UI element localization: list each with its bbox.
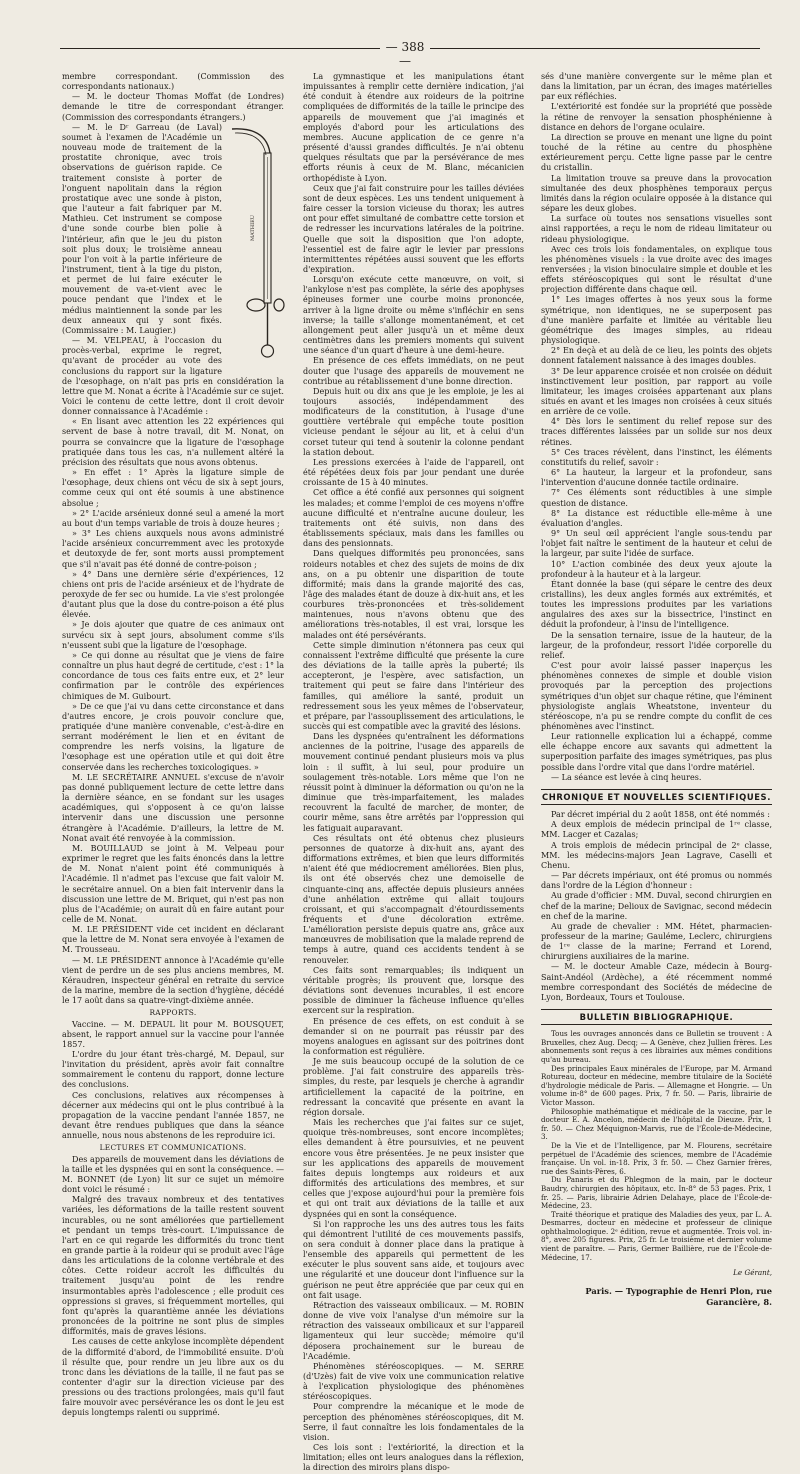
paragraph: Ceux que j'ai fait construire pour les tailles déviées sont de deux espèces. Les uns tendent uniquement à faire cesser la torsion vicieuse du thorax; les autres ont pour effet simultané de combattre cette torsion et de redresser les incurvations latérales de la poitrine. Quelle que soit la disposition que l'on adopte, l'essentiel est de faire agir le levier par pressions intermittentes répétées aussi souvent que les efforts d'expiration.	[303, 183, 524, 274]
paragraph: Pour comprendre la mécanique et le mode de perception des phénomènes stéréoscopiques, dit M. Serre, il faut connaître les lois fondamentales de la vision.	[303, 1402, 524, 1442]
paragraph: — M. LE PRÉSIDENT annonce à l'Académie qu'elle vient de perdre un de ses plus anciens membres, M. Kéraudren, inspecteur général en retraite du service de la marine, membre de la section d'hygiène, décédé le 17 août dans sa quatre-vingt-dixième année.	[62, 955, 284, 1006]
paragraph: — La séance est levée à cinq heures.	[551, 772, 702, 782]
paragraph: — M. le Dʳ Garreau (de Laval) soumet à l'examen de l'Académie un nouveau mode de traitement de la prostatite chronique, avec trois observations de guérison rapide. Ce traitement consiste à porter de l'onguent napolitain dans la région prostatique avec une sonde à piston, que l'auteur a fait fabriquer par M. Mathieu. Cet instrument se compose d'une sonde courbe bien polie à l'intérieur, afin que le jeu du piston soit plus doux; le troisième anneau pour l'on voit à la partie inférieure de l'instrument, tient à la tige du piston, et permet de lui faire exécuter le mouvement de va-et-vient avec le pouce pendant que l'index et le médius maintiennent la sonde par les deux anneaux qui y sont fixés. (Commissaire : M. Laugier.)	[62, 122, 222, 335]
paragraph: » 2° L'acide arsénieux donné seul a amené la mort au bout d'un temps variable de trois à douze heures ;	[62, 508, 284, 528]
bibliography-entry: Philosophie mathématique et médicale de la vaccine, par le docteur E. A. Ancelon, médecin de l'hôpital de Dieuze. Prix, 1 fr. 50. — Chez Méquignon-Marvis, rue de l'École-de-Médecine, 3.	[541, 1106, 772, 1142]
paragraph: Lorsqu'on exécute cette manœuvre, on voit, si l'ankylose n'est pas complète, la série des apophyses épineuses former une courbe moins prononcée, arriver à la ligne droite ou même s'infléchir en sens inverse; la taille s'allonge momentanément, et cet allongement peut aller jusqu'à un et même deux centimètres dans les premiers moments qui suivent une séance d'un quart d'heure à une demi-heure.	[303, 275, 524, 356]
paragraph: En présence de ces effets, on est conduit à se demander si on ne pourrait pas réussir par des moyens analogues en agissant sur des poitrines dont la conformation est régulière.	[303, 1016, 524, 1056]
paragraph: 3° De leur apparence croisée et non croisée on déduit instinctivement leur position, par rapport au voile limitateur, les images croisées appartenant aux plans situés en avant et les images non croisées à ceux situés en arrière de ce voile.	[541, 366, 772, 417]
paragraph: » 4° Dans une dernière série d'expériences, 12 chiens ont pris de l'acide arsénieux et de l'hydrate de peroxyde de fer sec ou humide. La vie s'est prolongée d'autant plus que la dose du contre-poison a été plus élevée.	[62, 569, 284, 620]
paragraph: Mais les recherches que j'ai faites sur ce sujet, quoique très-nombreuses, sont encore incomplètes; elles demandent à être poursuivies, et ne peuvent encore vous être présentées. Je ne peux insister que sur les applications des appareils de mouvement faites depuis longtemps aux roideurs et aux difformités des articulations des membres, et sur celles que j'expose aujourd'hui pour la première fois et qui ont trait aux déviations de la taille et aux dyspnées qui en sont la conséquence.	[303, 1118, 524, 1219]
header-rule-right	[430, 48, 760, 49]
paragraph: Ces lois sont : l'extériorité, la direction et la limitation; elles ont leurs analogues dans la réflexion, la direction des miroirs plans dispo-	[303, 1443, 524, 1473]
paragraph: Au grade d'officier : MM. Duval, second chirurgien en chef de la marine; Delioux de Savignac, second médecin en chef de la marine.	[541, 891, 772, 921]
catheter-figure	[226, 123, 284, 363]
column-2	[303, 72, 524, 1473]
svg-text:MATHIEU: MATHIEU	[250, 214, 256, 241]
paragraph: » En effet : 1° Après la ligature simple de l'œsophage, deux chiens ont vécu de six à sept jours, comme ceux qui ont été soumis à une abstinence absolue ;	[62, 468, 284, 508]
paragraph: La surface où toutes nos sensations visuelles sont ainsi rapportées, a reçu le nom de rideau limitateur ou rideau physiologique.	[541, 214, 772, 244]
paragraph: Depuis huit ou dix ans que je les emploie, je les ai toujours associés, indépendamment des modificateurs de la constitution, à l'usage d'une gouttière vertébrale qui empêche toute position vicieuse pendant le séjour au lit, et à celui d'un corset tuteur qui tend à soutenir la colonne pendant la station debout.	[303, 386, 524, 457]
bibliography-entry: Du Panaris et du Phlegmon de la main, par le docteur Baudry, chirurgien des hôpitaux, etc. In-8° de 53 pages. Prix, 1 fr. 25. — Paris, librairie Adrien Delahaye, place de l'École-de-Médecine, 23.	[541, 1175, 772, 1211]
paragraph: L'extériorité est fondée sur la propriété que possède la rétine de renvoyer la sensation phosphénienne à distance en dehors de l'organe oculaire.	[541, 102, 772, 132]
paragraph: M. LE SECRÉTAIRE ANNUEL s'excuse de n'avoir pas donné publiquement lecture de cette lettre dans la dernière séance, en se fondant sur les usages académiques, qui s'opposent à ce qu'on laisse intervenir dans une discussion une personne étrangère à l'Académie. D'ailleurs, la lettre de M. Nonat avait été renvoyée à la commission.	[62, 772, 284, 843]
paragraph: M. BOUILLAUD se joint à M. Velpeau pour exprimer le regret que les faits énoncés dans la lettre de M. Nonat n'aient point été communiqués à l'Académie. Il n'admet pas l'excuse que fait valoir M. le secrétaire annuel. On a bien fait intervenir dans la discussion une lettre de M. Briquet, qui n'est pas non plus de l'Académie; on aurait dû en faire autant pour celle de M. Nonat.	[62, 843, 284, 924]
paragraph: Leur rationnelle explication lui a échappé, comme elle échappe encore aux savants qui admettent la superposition parfaite des images symétriques, pas plus possible dans l'ordre vital que dans l'ordre matériel.	[541, 732, 772, 772]
paragraph: Cette simple diminution n'étonnera pas ceux qui connaissent l'extrême difficulté que présente la cure des déviations de la taille après la puberté; ils accepteront, je l'espère, avec satisfaction, un traitement qui peut se faire dans l'intérieur des familles, qui améliore la santé, produit un redressement sous les yeux mêmes de l'observateur, et prépare, par l'assouplissement des articulations, le succès qui est compatible avec la gravité des lésions.	[303, 640, 524, 731]
paragraph: — M. le docteur Amable Caze, médecin à Bourg-Saint-Andéol (Ardèche), a été récemment nommé membre correspondant des Sociétés de médecine de Lyon, Bordeaux, Tours et Toulouse.	[541, 962, 772, 1002]
paragraph: » 3° Les chiens auxquels nous avons administré l'acide arsénieux concurremment avec les protoxyde et deutoxyde de fer, sont morts aussi promptement que s'il n'avait pas été donné de contre-poison ;	[62, 529, 284, 569]
syringe-catheter-illustration	[226, 123, 284, 363]
paragraph: — M. VELPEAU, à l'occasion du procès-verbal, exprime le regret, qu'avant de procéder au vote des conclusions du rapport sur la ligature de l'œsophage, on n'ait pas pris en considération la lettre que M. Nonat a écrite à l'Académie sur ce sujet. Voici le contenu de cette lettre, dont il croit devoir donner connaissance à l'Académie :	[62, 336, 284, 417]
paragraph: L'ordre du jour étant très-chargé, M. Depaul, sur l'invitation du président, après avoir fait connaître sommairement le contenu du rapport, donne lecture des conclusions.	[62, 1050, 284, 1090]
paragraph: De la sensation ternaire, issue de la hauteur, de la largeur, de la profondeur, ressort l'idée corporelle du relief.	[541, 630, 772, 660]
paragraph: Tous les ouvrages annoncés dans ce Bulletin se trouvent : A Bruxelles, chez Aug. Decq; — A Genève, chez Jullien frères. Les abonnements sont reçus à ces librairies aux mêmes conditions qu'au bureau.	[541, 1029, 772, 1064]
paragraph: 4° Dès lors le sentiment du relief repose sur des traces différentes laissées par un solide sur nos deux rétines.	[541, 417, 772, 447]
section-heading-lectures: LECTURES ET COMMUNICATIONS.	[99, 1143, 247, 1153]
column-1	[62, 72, 284, 1418]
bibliography-entry: De la Vie et de l'Intelligence, par M. Flourens, secrétaire perpétuel de l'Académie des sciences, membre de l'Académie française. Un vol. in-18. Prix, 3 fr. 50. — Chez Garnier frères, rue des Saints-Pères, 6.	[541, 1140, 772, 1176]
paragraph: » Je dois ajouter que quatre de ces animaux ont survécu six à sept jours, absolument comme s'ils n'eussent subi que la ligature de l'œsophage.	[62, 620, 284, 650]
paragraph: M. LE PRÉSIDENT vide cet incident en déclarant que la lettre de M. Nonat sera envoyée à l'examen de M. Trousseau.	[62, 925, 284, 955]
paragraph: Rétraction des vaisseaux ombilicaux. — M. ROBIN donne de vive voix l'analyse d'un mémoire sur la rétraction des vaisseaux ombilicaux et sur l'appareil ligamenteux qui leur succède; mémoire qu'il déposera prochainement sur le bureau de l'Académie.	[303, 1300, 524, 1361]
paragraph: Cet office a été confié aux personnes qui soignent les malades; et comme l'emploi de ces moyens n'offre aucune difficulté et n'entraîne aucune douleur, les traitements ont été suivis, non dans des établissements spéciaux, mais dans les familles ou dans des pensionnats.	[303, 488, 524, 549]
paragraph: Par décret impérial du 2 août 1858, ont été nommés :	[551, 810, 770, 820]
paragraph: Avec ces trois lois fondamentales, on explique tous les phénomènes visuels : la vue droite avec des images renversées ; la vision binoculaire simple et double et les effets stéréoscopiques qui sont le résultat d'une projection différente dans chaque œil.	[541, 244, 772, 295]
editor-signature: Le Gérant,	[733, 1268, 772, 1278]
bibliography-entry: Traité théorique et pratique des Maladies des yeux, par L. A. Desmarres, docteur en médecine et professeur de clinique ophthalmologique. 2ᵉ édition, revue et augmentée. Trois vol. in-8°, avec 205 figures. Prix, 25 fr. Le troisième et dernier volume vient de paraître. — Paris, Germer Baillière, rue de l'École-de-Médecine, 17.	[541, 1209, 772, 1262]
paragraph: » De ce que j'ai vu dans cette circonstance et dans d'autres encore, je crois pouvoir conclure que, pratiquée d'une manière convenable, c'est-à-dire en serrant modérément le lien et en évitant de comprendre les nerfs voisins, la ligature de l'œsophage est une opération utile et qui doit être conservée dans les recherches toxicologiques. »	[62, 701, 284, 772]
printer-imprint: Paris. — Typographie de Henri Plon, rue Garancière, 8.	[585, 1286, 772, 1307]
paragraph: Les pressions exercées à l'aide de l'appareil, ont été répétées deux fois par jour pendant une durée croissante de 15 à 40 minutes.	[303, 457, 524, 488]
paragraph: Si l'on rapproche les uns des autres tous les faits qui démontrent l'utilité de ces mouvements passifs, on sera conduit à donner place dans la pratique à l'ensemble des appareils qui permettent de les exécuter le plus souvent sans aide, et toujours avec une régularité et une douceur dont l'influence sur la guérison ne peut être appréciée que par ceux qui en ont fait usage.	[303, 1219, 524, 1300]
paragraph: 10° L'action combinée des deux yeux ajoute la profondeur à la hauteur et à la largeur.	[541, 559, 772, 579]
paragraph: Phénomènes stéréoscopiques. — M. SERRE (d'Uzès) fait de vive voix une communication relative à l'explication physiologique des phénomènes stéréoscopiques.	[303, 1361, 524, 1402]
section-heading-chronique: CHRONIQUE ET NOUVELLES SCIENTIFIQUES.	[541, 789, 772, 805]
paragraph: C'est pour avoir laissé passer inaperçus les phénomènes connexes de simple et double vision provoqués par la perception des projections symétriques d'un objet sur chaque rétine, que l'éminent physiologiste anglais Wheatstone, inventeur du stéréoscope, n'a pu se rendre compte du conflit de ces phénomènes avec l'instinct.	[541, 661, 772, 731]
paragraph: En présence de ces effets immédiats, on ne peut douter que l'usage des appareils de mouvement ne contribue au rétablissement d'une bonne direction.	[303, 356, 524, 386]
paragraph: Je me suis beaucoup occupé de la solution de ce problème. J'ai fait construire des appareils très-simples, du reste, par lesquels je cherche à agrandir artificiellement la capacité de la poitrine, en redressant la concavité que présente en avant la région dorsale.	[303, 1057, 524, 1117]
paragraph: Dans les dyspnées qu'entraînent les déformations anciennes de la poitrine, l'usage des appareils de mouvement continué pendant plusieurs mois va plus loin : il suffit, à lui seul, pour produire un soulagement très-notable. Lors même que l'on ne réussit point à diminuer la déformation ou qu'on ne la diminue que très-imparfaitement, les malades recouvrent la faculté de marcher, de monter, de courir même, sans être arrêtés par l'oppression qui les fatiguait auparavant.	[303, 732, 524, 833]
paragraph: 6° La hauteur, la largeur et la profondeur, sans l'intervention d'aucune donnée tactile ordinaire.	[541, 468, 772, 488]
bibliography-entry: Des principales Eaux minérales de l'Europe, par M. Armand Rotureau, docteur en médecine, membre titulaire de la Société d'hydrologie médicale de Paris. — Allemagne et Hongrie. — Un volume in-8° de 600 pages. Prix, 7 fr. 50. — Paris, librairie de Victor Masson.	[541, 1063, 772, 1107]
paragraph: 1° Les images offertes à nos yeux sous la forme symétrique, non identiques, ne se superposent pas d'une manière parfaite et limitée au véritable lieu géométrique des images simples, au rideau physiologique.	[541, 295, 772, 346]
paragraph: Malgré des travaux nombreux et des tentatives variées, les déformations de la taille restent souvent incurables, ou ne sont améliorées que partiellement et pendant un temps très-court. L'impuissance de l'art en ce qui regarde les difformités du tronc tient en grande partie à la roideur qui se produit avec l'âge dans les articulations de la colonne vertébrale et des côtes. Cette roideur accroît les difficultés du traitement jusqu'au point de les rendre insurmontables après l'adolescence ; elle produit ces oppressions si graves, si fréquemment mortelles, qui font qu'après la quarantième année les déviations prononcées de la poitrine ne sont plus de simples difformités, mais de graves lésions.	[62, 1195, 284, 1337]
paragraph: 2° En deçà et au delà de ce lieu, les points des objets donnent fatalement naissance à des images doubles.	[541, 346, 772, 366]
section-heading-bulletin: BULLETIN BIBLIOGRAPHIQUE.	[541, 1009, 772, 1025]
paragraph: » Ce qui donne au résultat que je viens de faire connaître un plus haut degré de certitude, c'est : 1° la concordance de tous ces faits entre eux, et 2° leur confirmation par le contrôle des expériences chimiques de M. Guibourt.	[62, 650, 284, 701]
paragraph: Des appareils de mouvement dans les déviations de la taille et les dyspnées qui en sont la conséquence. — M. BONNET (de Lyon) lit sur ce sujet un mémoire dont voici le résumé :	[62, 1154, 284, 1195]
header-rule-left	[60, 48, 380, 49]
column-3	[541, 72, 772, 1307]
paragraph: La gymnastique et les manipulations étant impuissantes à remplir cette dernière indication, j'ai été conduit à étendre aux roideurs de la poitrine compliquées de difformités de la taille le principe des appareils de mouvement que j'ai imaginés et employés d'abord pour les articulations des membres. Aucune application de ce genre n'a présenté d'aussi grandes difficultés. Je n'ai obtenu quelques résultats que par la persévérance de mes efforts réunis à ceux de M. Blanc, mécanicien orthopédiste à Lyon.	[303, 72, 524, 183]
paragraph: membre correspondant. (Commission des correspondants nationaux.)	[62, 72, 284, 92]
paragraph: A deux emplois de médecin principal de 1ʳᵉ classe, MM. Lacger et Cazalas;	[541, 820, 772, 840]
paragraph: Étant donnée la base (qui sépare le centre des deux cristallins), les deux angles formés aux extrémités, et toutes les impressions produites par les variations angulaires des axes sur la bissectrice, l'instinct en déduit la profondeur, à l'insu de l'intelligence.	[541, 579, 772, 630]
paragraph: — M. le docteur Thomas Moffat (de Londres) demande le titre de correspondant étranger. (Commission des correspondants étrangers.)	[62, 92, 284, 122]
paragraph: 7° Ces éléments sont réductibles à une simple question de distance.	[541, 488, 772, 508]
paragraph: 5° Ces traces révèlent, dans l'instinct, les éléments constitutifs du relief, savoir :	[541, 447, 772, 467]
paragraph: La limitation trouve sa preuve dans la provocation simultanée des deux phosphènes temporaux perçus limités dans la région oculaire opposée à la distance qui sépare les deux globes.	[541, 173, 772, 214]
paragraph: Ces conclusions, relatives aux récompenses à décerner aux médecins qui ont le plus contribué à la propagation de la vaccine pendant l'année 1857, ne devant être rendues publiques que dans la séance annuelle, nous nous abstenons de les reproduire ici.	[62, 1090, 284, 1141]
page-header	[0, 38, 800, 68]
paragraph: Au grade de chevalier : MM. Hétet, pharmacien-professeur de la marine; Gauléme, Leclerc, chirurgiens de 1ʳᵉ classe de la marine; Ferrand et Lorend, chirurgiens auxiliaires de la marine.	[541, 921, 772, 962]
paragraph: Ces résultats ont été obtenus chez plusieurs personnes de quatorze à dix-huit ans, ayant des difformations extrêmes, et bien que leurs difformités n'aient été que médiocrement améliorées. Bien plus, ils ont été observés chez une demoiselle de cinquante-cinq ans, affectée depuis plusieurs années d'une anhélation extrême qui allait toujours croissant, et qui s'accompagnait d'étourdissements fréquents et d'une décoloration extrême. L'amélioration persiste depuis quatre ans, grâce aux manœuvres de mobilisation que la malade reprend de temps à autre, quand ces accidents tendent à se renouveler.	[303, 833, 524, 965]
paragraph: sés d'une manière convergente sur le même plan et dans la limitation, par un écran, des images matérielles par eux réfléchies.	[541, 72, 772, 102]
paragraph: Les causes de cette ankylose incomplète dépendent de la difformité d'abord, de l'immobilité ensuite. D'où il résulte que, pour rendre un jeu libre aux os du tronc dans les déviations de la taille, il ne faut pas se contenter d'agir sur la direction vicieuse par des pressions ou des tractions prolongées, mais qu'il faut faire mouvoir avec persévérance les os dont le jeu est depuis longtemps ralenti ou supprimé.	[62, 1337, 284, 1418]
page-number: — 388 —	[385, 40, 425, 68]
paragraph: — Par décrets impériaux, ont été promus ou nommés dans l'ordre de la Légion d'honneur :	[541, 871, 772, 891]
paragraph: Dans quelques difformités peu prononcées, sans roideurs notables et chez des sujets de moins de dix ans, on a pu obtenir une disparition de toute difformité; mais dans la grande majorité des cas, l'âge des malades étant de douze à dix-huit ans, et les courbures très-prononcées et très-solidement maintenues, nous n'avons obtenu que des améliorations très-notables, il est vrai, lorsque les malades ont été persévérants.	[303, 549, 524, 640]
paragraph: A trois emplois de médecin principal de 2ᵉ classe, MM. les médecins-majors Jean Lagrave, Caselli et Chenu.	[541, 840, 772, 870]
paragraph: Ces faits sont remarquables; ils indiquent un véritable progrès; ils prouvent que, lorsque des déviations sont devenues incurables, il est encore possible de diminuer la fâcheuse influence qu'elles exercent sur la respiration.	[303, 965, 524, 1016]
paragraph: 9° Un seul œil apprécient l'angle sous-tendu par l'objet fait naître le sentiment de la hauteur et celui de la largeur, par suite l'idée de surface.	[541, 529, 772, 559]
paragraph: 8° La distance est réductible elle-même à une évaluation d'angles.	[541, 508, 772, 528]
paragraph: Vaccine. — M. DEPAUL lit pour M. BOUSQUET, absent, le rapport annuel sur la vaccine pour l'année 1857.	[62, 1019, 284, 1049]
section-heading-rapports: RAPPORTS.	[149, 1008, 197, 1018]
paragraph: La direction se prouve en menant une ligne du point touché de la rétine au centre du phosphène extérieurement perçu. Cette ligne passe par le centre du cristallin.	[541, 132, 772, 173]
paragraph: « En lisant avec attention les 22 expériences qui servent de base à notre travail, dit M. Nonat, on pourra se convaincre que la ligature de l'œsophage pratiquée dans tous les cas, n'a nullement altéré la précision des résultats que nous avons obtenus.	[62, 417, 284, 467]
